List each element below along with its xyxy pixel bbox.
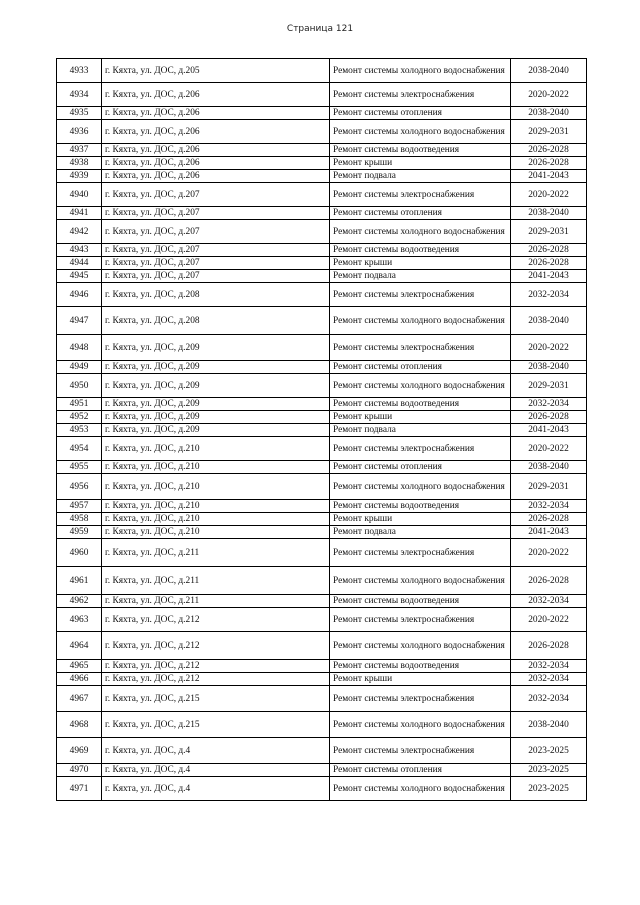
table-row [57, 398, 587, 411]
table-row [57, 764, 587, 777]
row-work-type: Ремонт крыши [330, 411, 511, 424]
row-address: г. Кяхта, ул. ДОС, д.206 [102, 144, 330, 157]
row-number: 4945 [57, 270, 102, 283]
row-period: 2041-2043 [511, 526, 587, 539]
row-period: 2029-2031 [511, 474, 587, 500]
row-address: г. Кяхта, ул. ДОС, д.210 [102, 437, 330, 461]
row-address: г. Кяхта, ул. ДОС, д.212 [102, 608, 330, 632]
row-number: 4957 [57, 500, 102, 513]
row-address: г. Кяхта, ул. ДОС, д.211 [102, 595, 330, 608]
row-number: 4934 [57, 83, 102, 107]
row-work-type: Ремонт системы электроснабжения [330, 686, 511, 712]
row-number: 4967 [57, 686, 102, 712]
row-work-type: Ремонт системы отопления [330, 107, 511, 120]
row-work-type: Ремонт подвала [330, 526, 511, 539]
table-row [57, 107, 587, 120]
row-address: г. Кяхта, ул. ДОС, д.215 [102, 712, 330, 738]
row-number: 4970 [57, 764, 102, 777]
row-period: 2032-2034 [511, 660, 587, 673]
table-row [57, 474, 587, 500]
table-row [57, 144, 587, 157]
row-address: г. Кяхта, ул. ДОС, д.4 [102, 764, 330, 777]
table-row [57, 461, 587, 474]
row-work-type: Ремонт системы отопления [330, 764, 511, 777]
row-work-type: Ремонт системы холодного водоснабжения [330, 307, 511, 335]
row-address: г. Кяхта, ул. ДОС, д.209 [102, 411, 330, 424]
row-number: 4937 [57, 144, 102, 157]
row-address: г. Кяхта, ул. ДОС, д.209 [102, 374, 330, 398]
table-row [57, 608, 587, 632]
row-number: 4944 [57, 257, 102, 270]
row-work-type: Ремонт крыши [330, 257, 511, 270]
row-period: 2041-2043 [511, 170, 587, 183]
row-period: 2038-2040 [511, 307, 587, 335]
row-work-type: Ремонт системы холодного водоснабжения [330, 712, 511, 738]
row-period: 2020-2022 [511, 539, 587, 567]
table-row [57, 220, 587, 244]
row-period: 2023-2025 [511, 777, 587, 801]
row-period: 2032-2034 [511, 283, 587, 307]
row-number: 4942 [57, 220, 102, 244]
row-period: 2038-2040 [511, 207, 587, 220]
row-address: г. Кяхта, ул. ДОС, д.208 [102, 283, 330, 307]
row-address: г. Кяхта, ул. ДОС, д.206 [102, 83, 330, 107]
row-work-type: Ремонт подвала [330, 424, 511, 437]
row-address: г. Кяхта, ул. ДОС, д.207 [102, 220, 330, 244]
row-address: г. Кяхта, ул. ДОС, д.209 [102, 424, 330, 437]
row-work-type: Ремонт крыши [330, 673, 511, 686]
row-period: 2032-2034 [511, 398, 587, 411]
row-number: 4963 [57, 608, 102, 632]
table-row [57, 660, 587, 673]
row-work-type: Ремонт подвала [330, 170, 511, 183]
row-address: г. Кяхта, ул. ДОС, д.206 [102, 107, 330, 120]
row-period: 2032-2034 [511, 500, 587, 513]
row-work-type: Ремонт системы электроснабжения [330, 738, 511, 764]
row-address: г. Кяхта, ул. ДОС, д.210 [102, 474, 330, 500]
row-work-type: Ремонт системы электроснабжения [330, 437, 511, 461]
table-row [57, 500, 587, 513]
row-number: 4969 [57, 738, 102, 764]
row-period: 2023-2025 [511, 738, 587, 764]
repair-schedule-table [56, 58, 587, 801]
row-work-type: Ремонт системы водоотведения [330, 398, 511, 411]
row-number: 4940 [57, 183, 102, 207]
row-number: 4936 [57, 120, 102, 144]
row-period: 2026-2028 [511, 257, 587, 270]
row-number: 4965 [57, 660, 102, 673]
row-work-type: Ремонт системы электроснабжения [330, 83, 511, 107]
table-row [57, 595, 587, 608]
table-row [57, 183, 587, 207]
row-number: 4935 [57, 107, 102, 120]
row-period: 2041-2043 [511, 270, 587, 283]
row-number: 4947 [57, 307, 102, 335]
row-address: г. Кяхта, ул. ДОС, д.212 [102, 660, 330, 673]
row-period: 2020-2022 [511, 608, 587, 632]
row-address: г. Кяхта, ул. ДОС, д.211 [102, 567, 330, 595]
table-row [57, 712, 587, 738]
row-work-type: Ремонт системы холодного водоснабжения [330, 220, 511, 244]
row-period: 2029-2031 [511, 220, 587, 244]
table-row [57, 424, 587, 437]
row-number: 4960 [57, 539, 102, 567]
row-address: г. Кяхта, ул. ДОС, д.209 [102, 398, 330, 411]
row-period: 2026-2028 [511, 411, 587, 424]
row-number: 4964 [57, 632, 102, 660]
row-number: 4952 [57, 411, 102, 424]
row-number: 4961 [57, 567, 102, 595]
row-address: г. Кяхта, ул. ДОС, д.209 [102, 361, 330, 374]
table-row [57, 257, 587, 270]
row-address: г. Кяхта, ул. ДОС, д.205 [102, 59, 330, 83]
row-address: г. Кяхта, ул. ДОС, д.210 [102, 500, 330, 513]
row-address: г. Кяхта, ул. ДОС, д.4 [102, 777, 330, 801]
table-row [57, 120, 587, 144]
row-address: г. Кяхта, ул. ДОС, д.215 [102, 686, 330, 712]
row-work-type: Ремонт системы электроснабжения [330, 283, 511, 307]
page-number-header: Страница 121 [286, 24, 354, 34]
table-row [57, 207, 587, 220]
table-row [57, 270, 587, 283]
row-period: 2038-2040 [511, 59, 587, 83]
row-period: 2020-2022 [511, 437, 587, 461]
row-address: г. Кяхта, ул. ДОС, д.206 [102, 120, 330, 144]
table-row [57, 437, 587, 461]
row-work-type: Ремонт системы водоотведения [330, 500, 511, 513]
table-row [57, 170, 587, 183]
row-work-type: Ремонт системы водоотведения [330, 660, 511, 673]
row-period: 2032-2034 [511, 595, 587, 608]
row-work-type: Ремонт системы холодного водоснабжения [330, 474, 511, 500]
row-address: г. Кяхта, ул. ДОС, д.210 [102, 461, 330, 474]
row-period: 2026-2028 [511, 632, 587, 660]
row-address: г. Кяхта, ул. ДОС, д.4 [102, 738, 330, 764]
row-number: 4954 [57, 437, 102, 461]
table-row [57, 686, 587, 712]
row-work-type: Ремонт системы холодного водоснабжения [330, 777, 511, 801]
row-work-type: Ремонт системы электроснабжения [330, 183, 511, 207]
row-address: г. Кяхта, ул. ДОС, д.212 [102, 673, 330, 686]
row-number: 4949 [57, 361, 102, 374]
row-period: 2038-2040 [511, 712, 587, 738]
row-work-type: Ремонт системы холодного водоснабжения [330, 567, 511, 595]
row-number: 4946 [57, 283, 102, 307]
row-period: 2026-2028 [511, 513, 587, 526]
row-address: г. Кяхта, ул. ДОС, д.212 [102, 632, 330, 660]
row-period: 2041-2043 [511, 424, 587, 437]
row-address: г. Кяхта, ул. ДОС, д.210 [102, 513, 330, 526]
table-row [57, 526, 587, 539]
row-work-type: Ремонт системы электроснабжения [330, 539, 511, 567]
table-row [57, 411, 587, 424]
table-row [57, 59, 587, 83]
row-address: г. Кяхта, ул. ДОС, д.207 [102, 257, 330, 270]
row-work-type: Ремонт системы холодного водоснабжения [330, 632, 511, 660]
row-number: 4953 [57, 424, 102, 437]
row-work-type: Ремонт системы отопления [330, 207, 511, 220]
row-number: 4948 [57, 335, 102, 361]
row-address: г. Кяхта, ул. ДОС, д.207 [102, 244, 330, 257]
table-row [57, 335, 587, 361]
row-number: 4955 [57, 461, 102, 474]
row-period: 2029-2031 [511, 374, 587, 398]
row-number: 4971 [57, 777, 102, 801]
row-address: г. Кяхта, ул. ДОС, д.206 [102, 170, 330, 183]
table-row [57, 244, 587, 257]
row-address: г. Кяхта, ул. ДОС, д.207 [102, 183, 330, 207]
row-number: 4956 [57, 474, 102, 500]
row-period: 2020-2022 [511, 335, 587, 361]
row-number: 4950 [57, 374, 102, 398]
row-number: 4939 [57, 170, 102, 183]
row-number: 4968 [57, 712, 102, 738]
row-work-type: Ремонт системы водоотведения [330, 244, 511, 257]
row-work-type: Ремонт системы холодного водоснабжения [330, 120, 511, 144]
row-period: 2038-2040 [511, 107, 587, 120]
row-number: 4962 [57, 595, 102, 608]
row-number: 4966 [57, 673, 102, 686]
row-work-type: Ремонт системы холодного водоснабжения [330, 374, 511, 398]
row-number: 4958 [57, 513, 102, 526]
row-period: 2032-2034 [511, 686, 587, 712]
table-row [57, 567, 587, 595]
table-row [57, 632, 587, 660]
row-work-type: Ремонт подвала [330, 270, 511, 283]
row-period: 2026-2028 [511, 244, 587, 257]
row-period: 2038-2040 [511, 461, 587, 474]
table-row [57, 738, 587, 764]
row-period: 2020-2022 [511, 183, 587, 207]
table-row [57, 83, 587, 107]
row-work-type: Ремонт системы водоотведения [330, 595, 511, 608]
row-work-type: Ремонт системы отопления [330, 461, 511, 474]
row-work-type: Ремонт системы электроснабжения [330, 335, 511, 361]
row-period: 2032-2034 [511, 673, 587, 686]
row-address: г. Кяхта, ул. ДОС, д.208 [102, 307, 330, 335]
table-body [57, 59, 587, 801]
row-number: 4938 [57, 157, 102, 170]
row-address: г. Кяхта, ул. ДОС, д.209 [102, 335, 330, 361]
table-row [57, 307, 587, 335]
row-period: 2029-2031 [511, 120, 587, 144]
row-number: 4951 [57, 398, 102, 411]
table-row [57, 673, 587, 686]
row-address: г. Кяхта, ул. ДОС, д.210 [102, 526, 330, 539]
row-period: 2026-2028 [511, 567, 587, 595]
row-number: 4933 [57, 59, 102, 83]
table-row [57, 283, 587, 307]
row-address: г. Кяхта, ул. ДОС, д.207 [102, 270, 330, 283]
row-work-type: Ремонт системы отопления [330, 361, 511, 374]
row-address: г. Кяхта, ул. ДОС, д.206 [102, 157, 330, 170]
row-number: 4941 [57, 207, 102, 220]
row-work-type: Ремонт крыши [330, 157, 511, 170]
row-period: 2038-2040 [511, 361, 587, 374]
table-row [57, 777, 587, 801]
row-number: 4943 [57, 244, 102, 257]
table-row [57, 157, 587, 170]
row-period: 2023-2025 [511, 764, 587, 777]
row-number: 4959 [57, 526, 102, 539]
row-work-type: Ремонт крыши [330, 513, 511, 526]
row-period: 2026-2028 [511, 157, 587, 170]
table-row [57, 513, 587, 526]
row-work-type: Ремонт системы водоотведения [330, 144, 511, 157]
table-row [57, 361, 587, 374]
row-work-type: Ремонт системы электроснабжения [330, 608, 511, 632]
row-work-type: Ремонт системы холодного водоснабжения [330, 59, 511, 83]
table-row [57, 374, 587, 398]
row-period: 2026-2028 [511, 144, 587, 157]
table-row [57, 539, 587, 567]
row-address: г. Кяхта, ул. ДОС, д.207 [102, 207, 330, 220]
row-address: г. Кяхта, ул. ДОС, д.211 [102, 539, 330, 567]
row-period: 2020-2022 [511, 83, 587, 107]
